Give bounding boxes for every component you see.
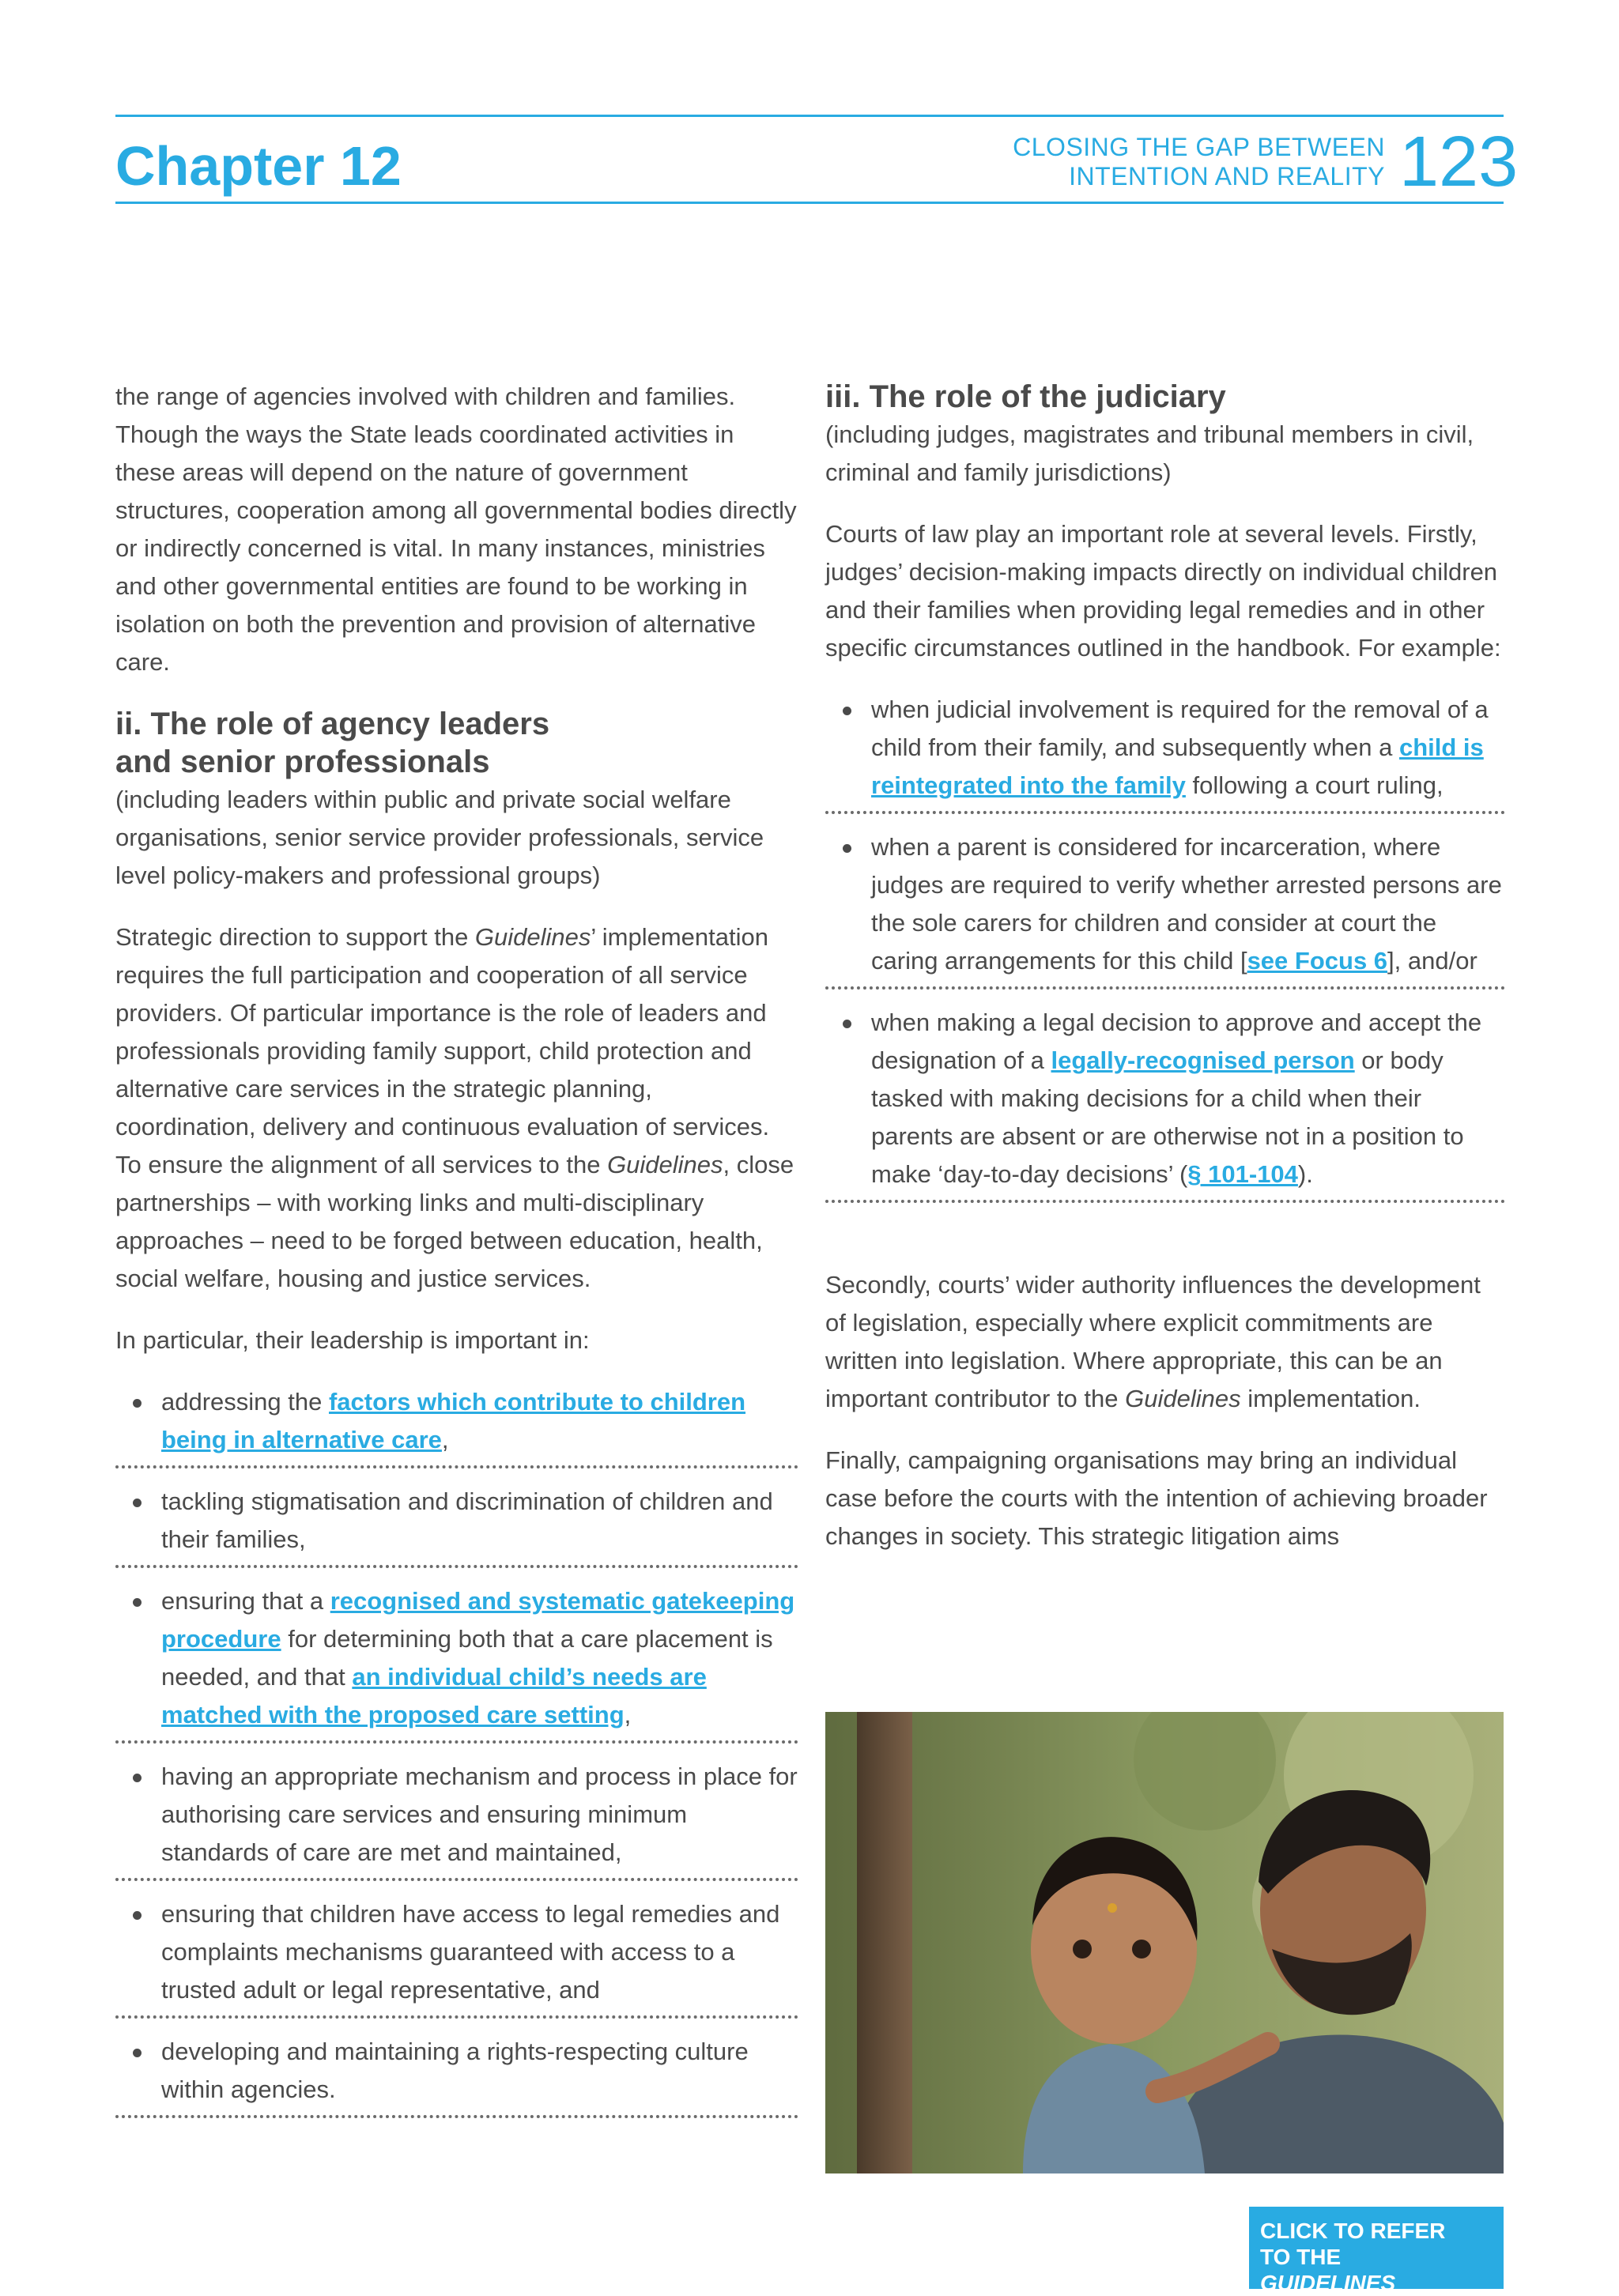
strategic-litigation-paragraph: Finally, campaigning organisations may bring an individual case before the courts with the intention of achieving broader changes in society. This strategic litigation aims <box>825 1446 1488 1550</box>
text-run: following a court ruling, <box>1185 771 1444 799</box>
refer-to-guidelines-button[interactable] <box>1249 2207 1504 2295</box>
text-run: for determining both that a care placement is needed, and that <box>161 1625 773 1691</box>
section-heading-agency-leaders <box>115 705 798 781</box>
left-column <box>115 378 798 2142</box>
guidelines-italic: Guidelines <box>1125 1385 1241 1412</box>
list-item: tackling stigmatisation and discrimination of children and their families, <box>115 1483 798 1568</box>
legally-recognised-person-link[interactable]: legally-recognised person <box>1051 1046 1355 1074</box>
chapter-title: Chapter 12 <box>115 135 402 197</box>
text-run: Secondly, courts’ wider authority influences the development of legislation, especially where explicit commitments are written into legislation. Where appropriate, this can be an important contributor to the <box>825 1271 1481 1412</box>
text-run: implementation. <box>1240 1385 1421 1412</box>
header-bottom-rule <box>115 202 1504 204</box>
heading-line-2: and senior professionals <box>115 745 490 779</box>
guidelines-italic: Guidelines <box>607 1151 723 1178</box>
list-item <box>115 1383 798 1468</box>
text-run: ). <box>1297 1160 1313 1188</box>
list-item <box>825 1004 1505 1203</box>
section-subheading: (including leaders within public and private social welfare organisations, senior service provider professionals, service level policy-makers and professional groups) <box>115 786 764 889</box>
text-run: when judicial involvement is required for the removal of a child from their family, and subsequently when a <box>871 696 1489 761</box>
running-title-line-2: INTENTION AND REALITY <box>1069 162 1385 190</box>
text-run: , <box>441 1426 449 1453</box>
legislation-paragraph <box>825 1266 1505 1418</box>
list-item: developing and maintaining a rights-respecting culture within agencies. <box>115 2033 798 2118</box>
running-title <box>1013 133 1385 191</box>
leadership-intro: In particular, their leadership is important in: <box>115 1326 590 1354</box>
guidelines-italic: Guidelines <box>474 923 591 951</box>
text-run: ensuring that a <box>161 1587 330 1615</box>
text-run: when a parent is considered for incarceration, where judges are required to verify whether arrested persons are the sole carers for children and consider at court the caring arrangements for this child [ <box>871 833 1502 975</box>
photo-illustration <box>825 1712 1504 2173</box>
right-column <box>825 378 1505 1579</box>
courts-paragraph: Courts of law play an important role at several levels. Firstly, judges’ decision-making impacts directly on individual children and their families when providing legal remedies and in other specific circumstances outlined in the handbook. For example: <box>825 520 1501 662</box>
section-heading-judiciary: iii. The role of the judiciary <box>825 379 1226 414</box>
text-run: , <box>624 1701 632 1729</box>
child-reintegrated-link[interactable]: child is reintegrated into the family <box>871 733 1484 799</box>
cta-guidelines-italic: GUIDELINES <box>1260 2271 1396 2295</box>
text-run: when making a legal decision to approve and accept the designation of a <box>871 1009 1482 1074</box>
intro-paragraph: the range of agencies involved with children and families. Though the ways the State leads coordinated activities in these areas will depend on the nature of government structures, cooperation among all governmental bodies directly or indirectly concerned is vital. In many instances, ministries and other governmental entities are found to be working in isolation on both the prevention and provision of alternative care. <box>115 383 797 676</box>
running-title-line-1: CLOSING THE GAP BETWEEN <box>1013 133 1385 161</box>
page-number: 123 <box>1399 123 1519 202</box>
text-run: , close partnerships – with working links and multi-disciplinary approaches – need to be forged between education, health, social welfare, housing and justice services. <box>115 1151 794 1292</box>
factors-contribute-link[interactable]: factors which contribute to children being in alternative care <box>161 1388 746 1453</box>
text-run: addressing the <box>161 1388 329 1416</box>
list-item: having an appropriate mechanism and process in place for authorising care services and ensuring minimum standards of care are met and maintained, <box>115 1758 798 1881</box>
list-item <box>825 691 1505 814</box>
text-run: TO THE <box>1260 2245 1342 2269</box>
list-item <box>115 1582 798 1744</box>
section-subheading: (including judges, magistrates and tribunal members in civil, criminal and family jurisdictions) <box>825 420 1474 486</box>
strategic-direction-paragraph <box>115 918 798 1298</box>
text-run: Strategic direction to support the <box>115 923 475 951</box>
child-needs-matched-link[interactable]: an individual child’s needs are matched with the proposed care setting <box>161 1663 707 1729</box>
text-run: or body tasked with making decisions for a child when their parents are absent or are otherwise not in a position to make ‘day-to-day decisions’ ( <box>871 1046 1464 1188</box>
list-item <box>825 828 1505 990</box>
cta-line-2 <box>1260 2244 1504 2296</box>
section-101-104-link[interactable]: § 101-104 <box>1187 1160 1298 1188</box>
leadership-list <box>115 1383 798 2118</box>
text-run: ], and/or <box>1387 947 1477 975</box>
see-focus-6-link[interactable]: see Focus 6 <box>1247 947 1388 975</box>
judiciary-list <box>825 691 1505 1203</box>
heading-line-1: ii. The role of agency leaders <box>115 707 550 741</box>
gatekeeping-procedure-link[interactable]: recognised and systematic gatekeeping procedure <box>161 1587 795 1653</box>
photo-father-and-child <box>825 1712 1504 2173</box>
cta-line-1: CLICK TO REFER <box>1260 2219 1446 2243</box>
text-run: ’ implementation requires the full participation and cooperation of all service providers. Of particular importance is the role of leaders and professionals providing family support, child protection and alternative care services in the strategic planning, coordination, delivery and continuous evaluation of services. To ensure the alignment of all services to the <box>115 923 770 1178</box>
header-top-rule <box>115 115 1504 117</box>
list-item: ensuring that children have access to legal remedies and complaints mechanisms guaranteed with access to a trusted adult or legal representative, and <box>115 1895 798 2019</box>
